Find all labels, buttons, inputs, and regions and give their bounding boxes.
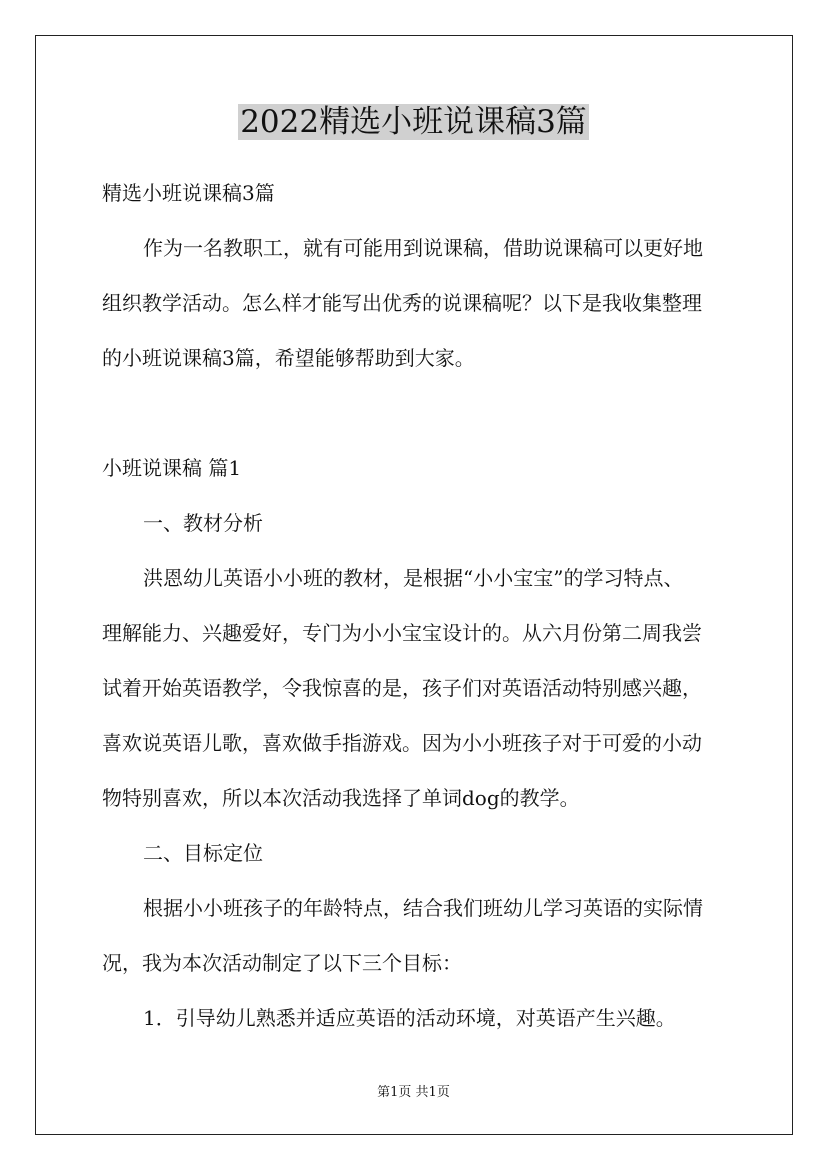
paragraph-line: 洪恩幼儿英语小小班的教材，是根据“小小宝宝”的学习特点、 [143,566,684,590]
paragraph-line: 理解能力、兴趣爱好，专门为小小宝宝设计的。从六月份第二周我尝 [102,621,702,645]
intro-heading: 精选小班说课稿3篇 [102,181,275,205]
page-footer: 第1页 共1页 [377,1085,450,1100]
paragraph-line: 组织教学活动。怎么样才能写出优秀的说课稿呢？以下是我收集整理 [102,291,702,315]
document-title-text: 2022精选小班说课稿3篇 [240,104,587,140]
paragraph-line: 况，我为本次活动制定了以下三个目标： [102,951,462,975]
paragraph-line: 的小班说课稿3篇，希望能够帮助到大家。 [102,346,475,370]
subsection-heading: 二、目标定位 [143,841,263,865]
paragraph-line: 根据小小班孩子的年龄特点，结合我们班幼儿学习英语的实际情 [143,896,703,920]
paragraph-line: 试着开始英语教学，令我惊喜的是，孩子们对英语活动特别感兴趣， [102,676,702,700]
document-title [0,100,827,144]
paragraph-line: 作为一名教职工，就有可能用到说课稿，借助说课稿可以更好地 [143,236,703,260]
subsection-heading: 一、教材分析 [143,511,263,535]
section-heading-1: 小班说课稿 篇1 [102,456,242,480]
list-item: 1．引导幼儿熟悉并适应英语的活动环境，对英语产生兴趣。 [143,1006,676,1030]
paragraph-line: 物特别喜欢，所以本次活动我选择了单词dog的教学。 [102,786,580,810]
paragraph-line: 喜欢说英语儿歌，喜欢做手指游戏。因为小小班孩子对于可爱的小动 [102,731,702,755]
